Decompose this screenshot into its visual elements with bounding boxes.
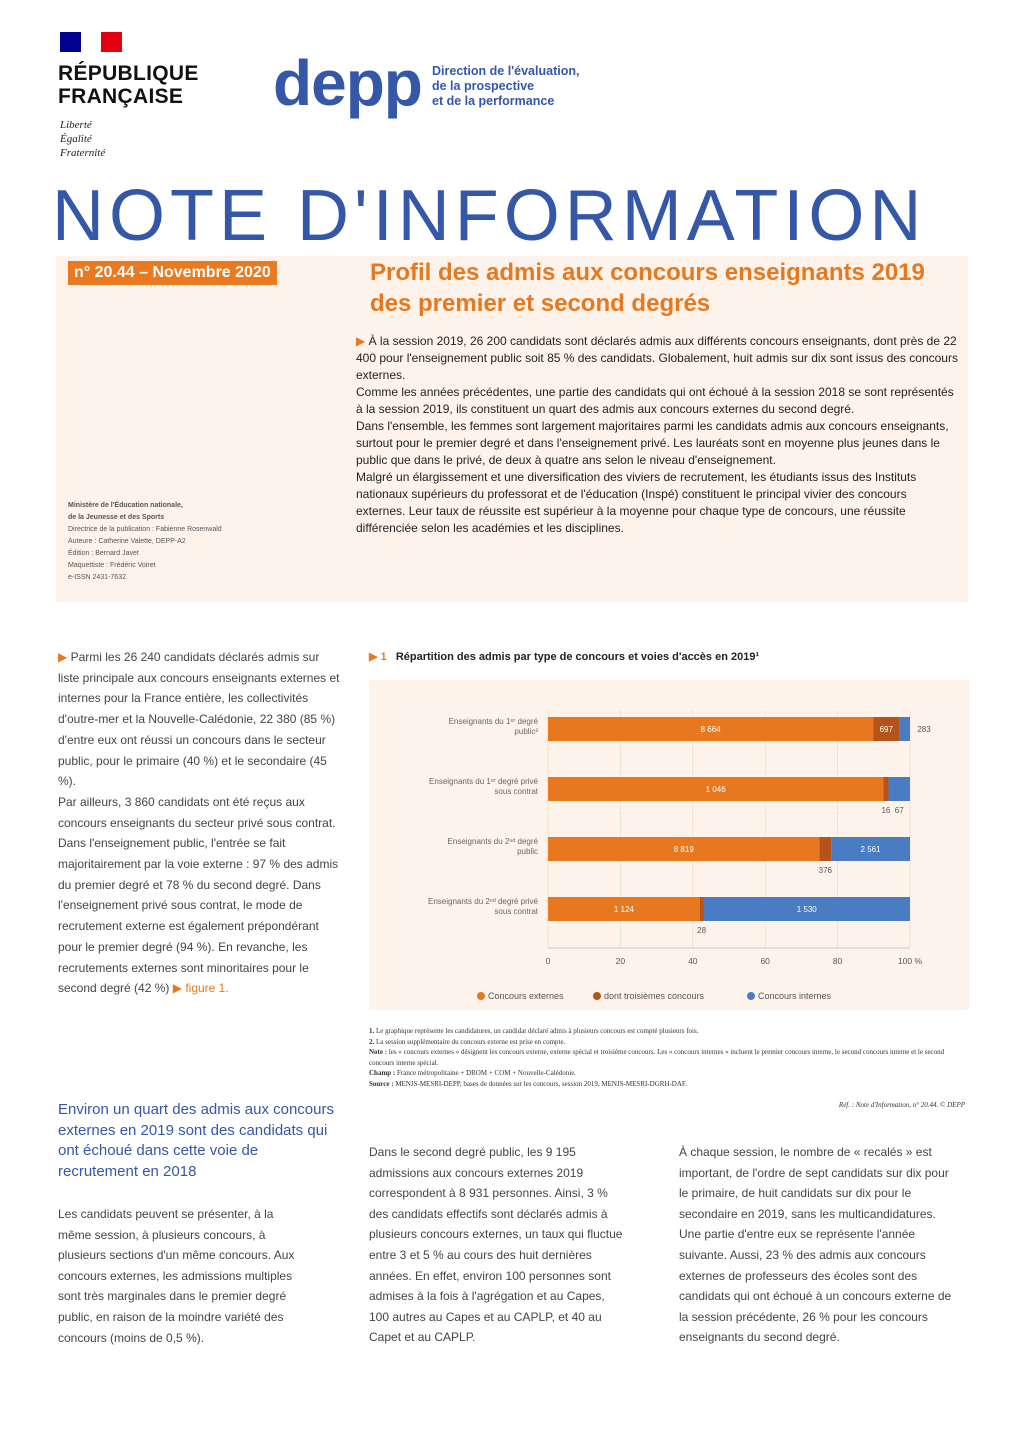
- category-label: Enseignants du 2ⁿᵈ degré privé: [427, 897, 538, 906]
- depp-sub-line: de la prospective: [432, 79, 535, 93]
- summary-paragraph: Dans l'ensemble, les femmes sont largement majoritaires parmi les candidats admis aux concours enseignants, surtout pour le premier degré et dans l'enseignement privé. Les lauréats sont en moyenne plus jeunes dans le public que dans le privé, de deux à quatre ans selon le niveau d'enseignement.: [356, 419, 949, 467]
- figure-note: [369, 1047, 969, 1068]
- figure-note: [369, 1037, 969, 1048]
- x-tick-label: 100 %: [897, 956, 923, 966]
- depp-sub-line: Direction de l'évaluation,: [432, 64, 580, 78]
- bar-segment: [820, 837, 832, 861]
- main-title: Profil des admis aux concours enseignants 2019 des premier et second degrés: [370, 259, 925, 317]
- publication-title: NOTE D'INFORMATION: [52, 176, 927, 256]
- bar-segment: [883, 777, 888, 801]
- category-label: sous contrat: [494, 787, 538, 796]
- text-column: Dans le second degré public, les 9 195 admissions aux concours externes 2019 correspondent à 8 931 personnes. Ainsi, 3 % des candidats effectifs sont déclarés admis à plusieurs concours externes, un taux qui fluctue entre 3 et 5 % au cours des huit dernières années. En effet, environ 100 personnes sont admises à la fois à l'agrégation et au Capes, 100 autres au Capes et au CAPLP, et 40 au Capet et au CAPLP.: [369, 1145, 623, 1345]
- data-label: 8 664: [700, 725, 721, 734]
- x-tick-label: 60: [760, 956, 770, 966]
- motto-line: Fraternité: [60, 147, 106, 159]
- motto-line: Liberté: [60, 119, 92, 131]
- republique-francaise-logo: [58, 62, 199, 108]
- depp-logo: depp: [273, 47, 422, 119]
- figure-title: [369, 650, 759, 663]
- legend-marker: [593, 992, 601, 1000]
- x-tick-label: 20: [615, 956, 626, 966]
- data-label: 376: [818, 866, 833, 875]
- data-label: 1 530: [796, 905, 817, 914]
- credit-line: Auteure : Catherine Valette, DEPP-A2: [68, 538, 186, 545]
- note-label: Source :: [369, 1079, 394, 1088]
- figure-note: [369, 1026, 969, 1037]
- motto: [60, 118, 105, 160]
- text-column: À chaque session, le nombre de « recalés » est important, de l'ordre de sept candidats sur dix pour le primaire, de huit candidats sur dix pour le secondaire en 2019, sans les multicandidatures. Une partie d'entre eux se représente l'année suivante. Aussi, 23 % des admis aux concours externes de professeurs des écoles sont des candidats qui ont échoué à un concours externe de la session précédente, 26 % pour les concours enseignants du second degré.: [679, 1145, 952, 1345]
- data-label: 67: [894, 806, 904, 815]
- data-label: 2 561: [860, 845, 881, 854]
- arrow-icon: ▶: [172, 981, 186, 996]
- publication-credits: [68, 500, 328, 584]
- note-label: 2.: [369, 1037, 375, 1046]
- data-label: 28: [697, 926, 707, 935]
- figure-link[interactable]: [173, 981, 229, 995]
- data-label: 283: [917, 725, 931, 734]
- motto-line: Égalité: [60, 133, 92, 145]
- category-label: public²: [514, 727, 538, 736]
- data-label: 1 124: [613, 905, 634, 914]
- legend-label: Concours externes: [488, 991, 564, 1001]
- legend-label: dont troisièmes concours: [604, 991, 705, 1001]
- note-label: Note :: [369, 1048, 388, 1056]
- legend-label: Concours internes: [758, 991, 832, 1001]
- figure-note: [369, 1079, 969, 1090]
- left-intro: Parmi les 26 240 candidats déclarés admis sur liste principale aux concours enseignants externes et internes pour la France entière, les collectivités d'outre-mer et la Nouvelle-Calédonie, 22 380 (85 %) d'entre eux ont réussi un concours dans le secteur public, pour le primaire (40 %) et le secondaire (45 %).: [58, 650, 340, 789]
- credit-line: Maquettiste : Frédéric Voiret: [68, 562, 156, 569]
- note-text: les « concours externes » désignent les concours externe, externe spécial et troisième concours. Les « concours internes » incluent le premier concours interne, le second concours interne et le second concours interne spécial.: [369, 1048, 945, 1067]
- depp-sub-line: et de la performance: [432, 94, 555, 108]
- category-label: Enseignants du 1ᵉʳ degré: [448, 717, 538, 726]
- bullet-triangle-icon: ▶: [356, 334, 369, 348]
- category-label: sous contrat: [494, 907, 538, 916]
- credit-line: e-ISSN 2431-7632: [68, 574, 126, 581]
- bar-segment: [889, 777, 910, 801]
- credit-line: Édition : Bernard Javet: [68, 550, 139, 557]
- note-text: La session supplémentaire du concours externe est prise en compte.: [376, 1037, 566, 1046]
- legend-marker: [747, 992, 755, 1000]
- x-tick-label: 40: [688, 956, 698, 966]
- summary-paragraph: Comme les années précédentes, une partie des candidats qui ont échoué à la session 2018 se sont représentés à la session 2019, ils constituent un quart des admis aux concours externes du second degré.: [356, 385, 954, 416]
- depp-subtitle: [432, 64, 579, 109]
- figure-number: 1: [380, 651, 387, 663]
- section-heading: Environ un quart des admis aux concours externes en 2019 sont des candidats qui ont échoué dans cette voie de recrutement en 2018: [58, 1101, 334, 1180]
- text-column: Les candidats peuvent se présenter, à la même session, à plusieurs concours, à plusieurs sections d'un même concours. Aux concours externes, les admissions multiples sont très marginales dans le premier degré public, en raison de la moindre variété des concours (moins de 0,5 %).: [58, 1207, 295, 1345]
- legend-marker: [477, 992, 485, 1000]
- figure-title-text: Répartition des admis par type de concours et voies d'accès en 2019¹: [395, 651, 760, 663]
- bar-segment: [700, 897, 704, 921]
- republic-line1: RÉPUBLIQUE: [58, 62, 199, 85]
- note-text: MENJS-MESRI-DEPP, bases de données sur les concours, session 2019, MENJS-MESRI-DGRH-DAF.: [395, 1079, 687, 1088]
- category-label: Enseignants du 1ᵉʳ degré privé: [429, 777, 538, 786]
- figure-notes: [369, 1026, 969, 1089]
- figure-triangle-icon: ▶: [369, 651, 381, 663]
- issue-badge: n° 20.44 – Novembre 2020: [68, 261, 277, 285]
- left-column-text: [58, 647, 340, 999]
- left-para: Par ailleurs, 3 860 candidats ont été reçus aux concours enseignants du secteur privé sous contrat.: [58, 794, 336, 830]
- data-label: 8 819: [673, 845, 694, 854]
- category-label: public: [517, 847, 538, 856]
- summary-paragraph: Malgré un élargissement et une diversification des viviers de recrutement, les étudiants issus des Instituts nationaux supérieurs du professorat et de l'éducation (Inspé) constituent le principal vivier des concours externes. Leur taux de réussite est supérieur à la moyenne pour chaque type de concours, une réussite différenciée selon les académies et les disciplines.: [356, 470, 917, 535]
- republic-line2: FRANÇAISE: [58, 85, 184, 108]
- x-tick-label: 0: [545, 956, 551, 966]
- x-tick-label: 80: [832, 956, 843, 966]
- stacked-bar-chart: [369, 680, 969, 1010]
- category-label: Enseignants du 2ⁿᵈ degré: [447, 837, 538, 846]
- flag-red: [101, 32, 122, 52]
- french-flag-logo: [60, 32, 122, 52]
- credit-line: Ministère de l'Éducation nationale,: [68, 502, 183, 509]
- summary-paragraph: À la session 2019, 26 200 candidats sont déclarés admis aux différents concours enseignants, dont près de 22 400 pour l'enseignement public soit 85 % des candidats. Globalement, huit admis sur dix sont issus des concours externes.: [356, 334, 958, 382]
- data-label: 16: [881, 806, 891, 815]
- chart-area: [369, 680, 969, 1010]
- credit-line: de la Jeunesse et des Sports: [68, 514, 165, 521]
- note-label: 1.: [369, 1027, 375, 1035]
- note-label: Champ :: [369, 1069, 396, 1077]
- left-para: Dans l'enseignement public, l'entrée se fait majoritairement par la voie externe : 97 % des admis du premier degré et 78 % du second degré. Dans l'enseignement privé sous contrat, le mode de recrutement externe est également prépondérant pour le premier degré (94 %). En revanche, les recrutements externes sont minoritaires pour le second degré (42 %): [58, 836, 339, 996]
- note-text: Le graphique représente les candidatures, un candidat déclaré admis à plusieurs concours est compté plusieurs fois.: [376, 1027, 699, 1035]
- credit-line: Directrice de la publication : Fabienne Rosenwald: [68, 526, 222, 533]
- note-text: France métropolitaine + DROM + COM + Nouvelle-Calédonie.: [397, 1069, 577, 1077]
- data-label: 1 046: [705, 785, 726, 794]
- figure-link-label: figure 1.: [185, 981, 229, 996]
- summary-text: [356, 333, 958, 537]
- flag-blue: [60, 32, 81, 52]
- figure-note: [369, 1068, 969, 1079]
- data-label: 697: [879, 725, 893, 734]
- flag-white: [81, 32, 102, 52]
- figure-reference: Réf. : Note d'Information, n° 20.44. © DEPP: [838, 1101, 965, 1109]
- bullet-triangle-icon: ▶: [58, 650, 71, 664]
- bar-segment: [899, 717, 910, 741]
